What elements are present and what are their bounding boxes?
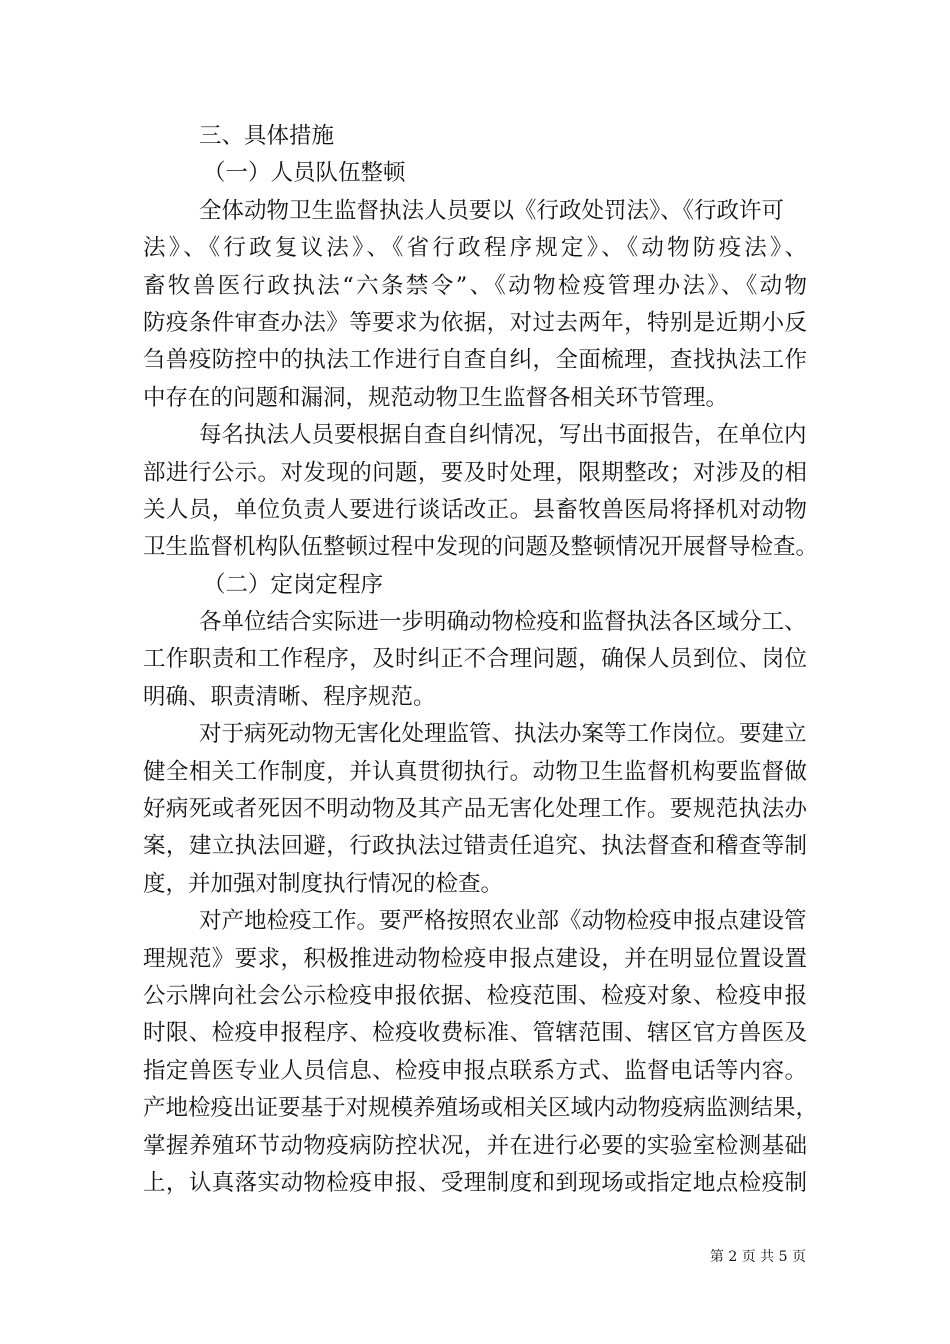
text-line: 三、具体措施	[199, 123, 335, 149]
text-line: 对于病死动物无害化处理监管、执法办案等工作岗位。要建立	[199, 721, 807, 748]
text-line: 每名执法人员要根据自查自纠情况，写出书面报告，在单位内	[199, 422, 807, 449]
text-line: 指定兽医专业人员信息、检疫申报点联系方式、监督电话等内容。	[143, 1057, 807, 1084]
text-line: 公示牌向社会公示检疫申报依据、检疫范围、检疫对象、检疫申报	[143, 982, 807, 1009]
text-line: 部进行公示。对发现的问题，要及时处理，限期整改；对涉及的相	[143, 459, 807, 486]
text-line: 卫生监督机构队伍整顿过程中发现的问题及整顿情况开展督导检查。	[143, 534, 819, 561]
text-line: 上，认真落实动物检疫申报、受理制度和到现场或指定地点检疫制	[143, 1169, 807, 1196]
text-line: 工作职责和工作程序，及时纠正不合理问题，确保人员到位、岗位	[143, 646, 807, 673]
text-line: 对产地检疫工作。要严格按照农业部《动物检疫申报点建设管	[199, 908, 807, 935]
text-line: 时限、检疫申报程序、检疫收费标准、管辖范围、辖区官方兽医及	[143, 1020, 807, 1047]
text-line: 全体动物卫生监督执法人员要以《行政处罚法》、《行政许可	[199, 197, 785, 224]
page-number: 第 2 页 共 5 页	[709, 1249, 806, 1265]
text-line: （一）人员队伍整顿	[203, 160, 406, 187]
text-line: 案，建立执法回避，行政执法过错责任追究、执法督查和稽查等制	[143, 833, 807, 860]
text-line: 关人员，单位负责人要进行谈话改正。县畜牧兽医局将择机对动物	[143, 496, 807, 523]
text-line: 好病死或者死因不明动物及其产品无害化处理工作。要规范执法办	[143, 796, 807, 823]
text-line: 产地检疫出证要基于对规模养殖场或相关区域内动物疫病监测结果，	[143, 1095, 819, 1122]
text-line: 理规范》要求，积极推进动物检疫申报点建设，并在明显位置设置	[143, 945, 807, 972]
document-body	[143, 118, 819, 1202]
text-line: 明确、职责清晰、程序规范。	[143, 683, 436, 710]
text-line: 各单位结合实际进一步明确动物检疫和监督执法各区域分工、	[199, 609, 807, 636]
text-line: 健全相关工作制度，并认真贯彻执行。动物卫生监督机构要监督做	[143, 758, 807, 785]
text-line: 中存在的问题和漏洞，规范动物卫生监督各相关环节管理。	[143, 384, 729, 411]
text-line: 度，并加强对制度执行情况的检查。	[143, 870, 504, 897]
text-line: （二）定岗定程序	[203, 571, 384, 598]
text-line: 法》、《行政复议法》、《省行政程序规定》、《动物防疫法》、	[143, 235, 807, 262]
text-line: 畜牧兽医行政执法“六条禁令”、《动物检疫管理办法》、《动物	[143, 272, 807, 299]
text-line: 刍兽疫防控中的执法工作进行自查自纠，全面梳理，查找执法工作	[143, 347, 807, 374]
text-line: 掌握养殖环节动物疫病防控状况，并在进行必要的实验室检测基础	[143, 1132, 807, 1159]
text-line: 防疫条件审查办法》等要求为依据，对过去两年，特别是近期小反	[143, 309, 807, 336]
